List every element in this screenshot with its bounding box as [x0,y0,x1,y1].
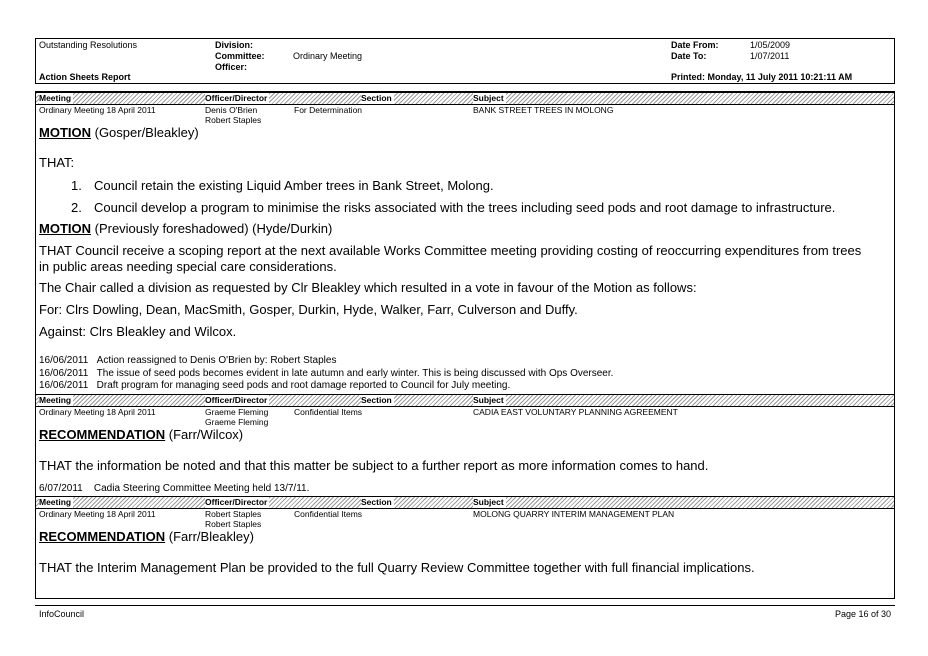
item-director: Robert Staples [205,519,262,529]
note-date: 16/06/2011 [39,368,89,379]
col-section: Section [361,497,392,507]
item-section: Confidential Items [294,509,363,519]
item-subject: MOLONG QUARRY INTERIM MANAGEMENT PLAN [473,509,675,519]
officer-label: Officer: [215,62,248,72]
col-section: Section [361,93,392,103]
col-officer: Officer/Director [205,497,268,507]
col-subject: Subject [473,93,504,103]
col-subject: Subject [473,395,504,405]
col-section: Section [361,395,392,405]
motion-movers: (Gosper/Bleakley) [91,125,199,140]
item-meeting: Ordinary Meeting 18 April 2011 [39,105,156,115]
motion-label: MOTION [39,125,91,140]
paragraph: in public areas needing special care considerations. [39,259,337,274]
col-officer: Officer/Director [205,395,268,405]
note-text: The issue of seed pods becomes evident in late autumn and early winter. This is being discussed with Ops Overseer. [96,368,614,379]
paragraph: The Chair called a division as requested by Clr Bleakley which resulted in a vote in favour of the Motion as follows: [39,280,697,295]
action-sheets [35,91,895,599]
note-text: Action reassigned to Denis O'Brien by: Robert Staples [96,355,337,366]
motion-movers: (Previously foreshadowed) (Hyde/Durkin) [91,221,333,236]
item-officer: Graeme Fleming [205,407,269,417]
action-note [39,483,309,494]
printed-line [671,72,852,82]
footer-rule [35,605,895,606]
sheet-title: Action Sheets Report [39,72,131,82]
date-to-value: 1/07/2011 [750,51,790,61]
list-item: Council develop a program to minimise the risks associated with the trees including seed pods and root damage to infrastructure. [94,200,836,215]
action-note [39,355,336,366]
column-header-row [36,394,894,407]
list-number: 1. [71,178,82,193]
motion-heading [39,125,199,140]
motion-label: MOTION [39,221,91,236]
column-header-row [36,496,894,509]
item-meeting: Ordinary Meeting 18 April 2011 [39,407,156,417]
date-from-value: 1/05/2009 [750,40,791,50]
recommendation-label: RECOMMENDATION [39,529,166,544]
item-meeting: Ordinary Meeting 18 April 2011 [39,509,156,519]
column-header-row [36,92,894,105]
item-section: For Determination [294,105,363,115]
footer-left: InfoCouncil [39,609,85,619]
item-officer: Robert Staples [205,509,262,519]
that-label: THAT: [39,155,75,170]
printed-value: Monday, 11 July 2011 10:21:11 AM [707,72,853,82]
note-date: 16/06/2011 [39,380,89,391]
report-title: Outstanding Resolutions [39,40,138,50]
printed-label: Printed: [671,72,706,82]
paragraph: For: Clrs Dowling, Dean, MacSmith, Gosper, Durkin, Hyde, Walker, Farr, Culverson and Duffy. [39,302,578,317]
paragraph: THAT the Interim Management Plan be provided to the full Quarry Review Committee together with full financial implications. [39,560,755,575]
item-subject: CADIA EAST VOLUNTARY PLANNING AGREEMENT [473,407,678,417]
division-label: Division: [215,40,254,50]
item-director: Robert Staples [205,115,262,125]
note-text: Draft program for managing seed pods and root damage reported to Council for July meeting. [96,380,511,391]
motion-heading [39,221,332,236]
item-subject: BANK STREET TREES IN MOLONG [473,105,614,115]
col-meeting: Meeting [39,497,72,507]
col-meeting: Meeting [39,93,72,103]
committee-label: Committee: [215,51,265,61]
item-officer: Denis O'Brien [205,105,258,115]
recommendation-heading [39,427,243,442]
note-text: Cadia Steering Committee Meeting held 13/7/11. [93,483,310,494]
recommendation-label: RECOMMENDATION [39,427,166,442]
note-date: 16/06/2011 [39,355,89,366]
paragraph: THAT Council receive a scoping report at the next available Works Committee meeting providing costing of reoccurring expenditures from trees [39,243,862,258]
paragraph: Against: Clrs Bleakley and Wilcox. [39,324,237,339]
action-note [39,368,613,379]
list-item: Council retain the existing Liquid Amber trees in Bank Street, Molong. [94,178,494,193]
paragraph: THAT the information be noted and that this matter be subject to a further report as more information comes to hand. [39,458,709,473]
action-note [39,380,510,391]
item-section: Confidential Items [294,407,363,417]
col-subject: Subject [473,497,504,507]
list-number: 2. [71,200,82,215]
recommendation-heading [39,529,254,544]
page-number: Page 16 of 30 [835,609,892,619]
date-from-label: Date From: [671,40,719,50]
committee-value: Ordinary Meeting [293,51,363,61]
item-director: Graeme Fleming [205,417,269,427]
recommendation-movers: (Farr/Bleakley) [165,529,254,544]
col-officer: Officer/Director [205,93,268,103]
col-meeting: Meeting [39,395,72,405]
recommendation-movers: (Farr/Wilcox) [165,427,244,442]
date-to-label: Date To: [671,51,707,61]
note-date: 6/07/2011 [39,483,83,494]
